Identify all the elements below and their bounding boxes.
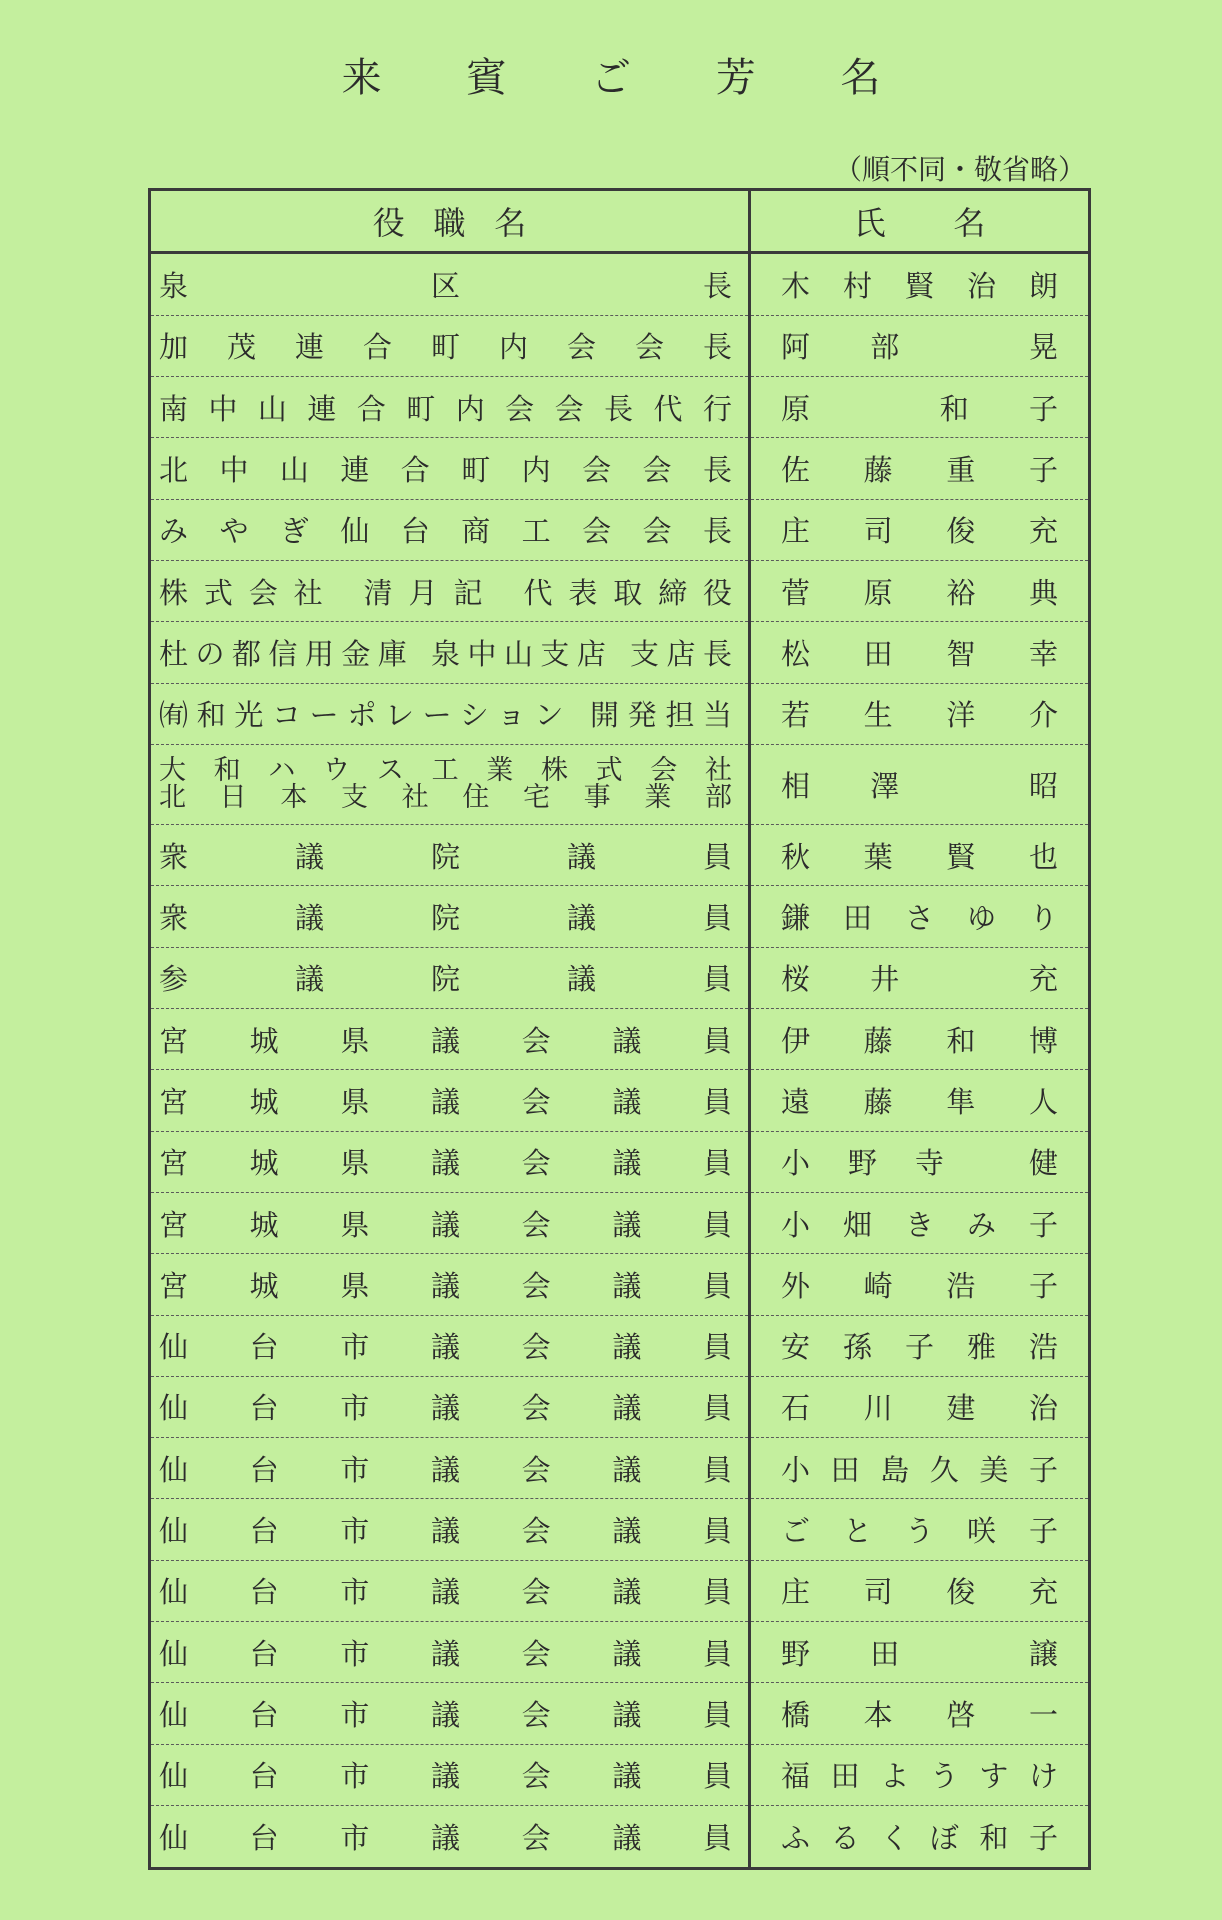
- guest-name: 小畑きみ子: [750, 1192, 1090, 1253]
- table-row: [150, 1192, 1090, 1253]
- table-row: [150, 377, 1090, 438]
- table-row: [150, 886, 1090, 947]
- header-name: 氏 名: [750, 190, 1090, 253]
- header-role: 役職名: [150, 190, 750, 253]
- page-title: 来 賓 ご 芳 名: [341, 55, 917, 101]
- guest-name: 安孫子雅浩: [750, 1315, 1090, 1376]
- guest-title: 仙 台 市 議 会 議 員: [150, 1683, 750, 1744]
- table-row: [150, 560, 1090, 621]
- table-row: [150, 744, 1090, 824]
- table-row: [150, 1009, 1090, 1070]
- guest-name: 野田 譲: [750, 1621, 1090, 1682]
- guest-title: 株式会社 清月記 代表取締役: [150, 560, 750, 621]
- table-row: [150, 1438, 1090, 1499]
- table-row: [150, 1499, 1090, 1560]
- guest-title: 杜の都信用金庫 泉中山支店 支店長: [150, 622, 750, 683]
- guest-title: 仙 台 市 議 会 議 員: [150, 1621, 750, 1682]
- guest-title: みやぎ仙台商工会会長: [150, 499, 750, 560]
- table-row: [150, 1560, 1090, 1621]
- guest-title: 宮 城 県 議 会 議 員: [150, 1070, 750, 1131]
- guest-title: 仙 台 市 議 会 議 員: [150, 1376, 750, 1437]
- guest-name: 菅原裕典: [750, 560, 1090, 621]
- guest-name: 佐藤重子: [750, 438, 1090, 499]
- table-row: [150, 622, 1090, 683]
- order-note: （順不同・敬省略）: [833, 153, 1086, 186]
- guest-title: 仙 台 市 議 会 議 員: [150, 1438, 750, 1499]
- guest-name: 庄司俊充: [750, 499, 1090, 560]
- table-row: [150, 315, 1090, 376]
- table-row: [150, 1683, 1090, 1744]
- guest-name: 木村賢治朗: [750, 253, 1090, 316]
- guest-title: 仙 台 市 議 会 議 員: [150, 1315, 750, 1376]
- table-row: [150, 1254, 1090, 1315]
- guest-name: 秋葉賢也: [750, 825, 1090, 886]
- table-row: [150, 1070, 1090, 1131]
- guest-name: ごとう咲子: [750, 1499, 1090, 1560]
- guest-name: 小田島久美子: [750, 1438, 1090, 1499]
- guest-title: 仙 台 市 議 会 議 員: [150, 1805, 750, 1868]
- guest-name: 福田ようすけ: [750, 1744, 1090, 1805]
- guest-name: 相澤 昭: [750, 744, 1090, 824]
- guest-name: 桜井 充: [750, 947, 1090, 1008]
- table-row: [150, 1131, 1090, 1192]
- guest-name: 小野寺 健: [750, 1131, 1090, 1192]
- guest-name: 鎌田さゆり: [750, 886, 1090, 947]
- guest-title: ㈲和光コーポレーション 開発担当: [150, 683, 750, 744]
- table-row: [150, 253, 1090, 316]
- guest-title-line: 大和ハウス工業株式会社: [159, 755, 732, 787]
- guest-title: 泉 区 長: [150, 253, 750, 316]
- guest-name: 松田智幸: [750, 622, 1090, 683]
- guest-title: 宮 城 県 議 会 議 員: [150, 1131, 750, 1192]
- table-row: [150, 499, 1090, 560]
- table-row: [150, 825, 1090, 886]
- guest-title: 南中山連合町内会会長代行: [150, 377, 750, 438]
- guest-title: 衆 議 院 議 員: [150, 825, 750, 886]
- guest-name: 伊藤和博: [750, 1009, 1090, 1070]
- table-row: [150, 1805, 1090, 1868]
- guest-name: 原 和子: [750, 377, 1090, 438]
- guest-name: 遠藤隼人: [750, 1070, 1090, 1131]
- guest-title: 仙 台 市 議 会 議 員: [150, 1744, 750, 1805]
- table-row: [150, 1376, 1090, 1437]
- guest-title: [150, 744, 750, 824]
- guest-name: 石川建治: [750, 1376, 1090, 1437]
- table-row: [150, 1315, 1090, 1376]
- guest-title: 参 議 院 議 員: [150, 947, 750, 1008]
- guest-name: 外崎浩子: [750, 1254, 1090, 1315]
- guest-name: 庄司俊充: [750, 1560, 1090, 1621]
- guest-name: 阿部 晃: [750, 315, 1090, 376]
- guest-title-line: 北日本支社住宅事業部: [159, 782, 732, 814]
- table-row: [150, 438, 1090, 499]
- guest-table: [148, 188, 1091, 1870]
- table-row: [150, 683, 1090, 744]
- guest-title: 宮 城 県 議 会 議 員: [150, 1009, 750, 1070]
- guest-title: 衆 議 院 議 員: [150, 886, 750, 947]
- guest-title: 北中山連合町内会会長: [150, 438, 750, 499]
- table-row: [150, 1744, 1090, 1805]
- guest-title: 宮 城 県 議 会 議 員: [150, 1254, 750, 1315]
- guest-name: 橋本啓一: [750, 1683, 1090, 1744]
- table-row: [150, 1621, 1090, 1682]
- guest-name: 若生洋介: [750, 683, 1090, 744]
- table-body: [150, 253, 1090, 1869]
- table-header-row: [150, 190, 1090, 253]
- guest-name: ふるくぼ和子: [781, 1820, 1058, 1855]
- guest-title: 宮 城 県 議 会 議 員: [150, 1192, 750, 1253]
- table-row: [150, 947, 1090, 1008]
- guest-title: 仙 台 市 議 会 議 員: [150, 1560, 750, 1621]
- guest-title: 加 茂 連 合 町 内 会 会 長: [150, 315, 750, 376]
- guest-title: 仙 台 市 議 会 議 員: [150, 1499, 750, 1560]
